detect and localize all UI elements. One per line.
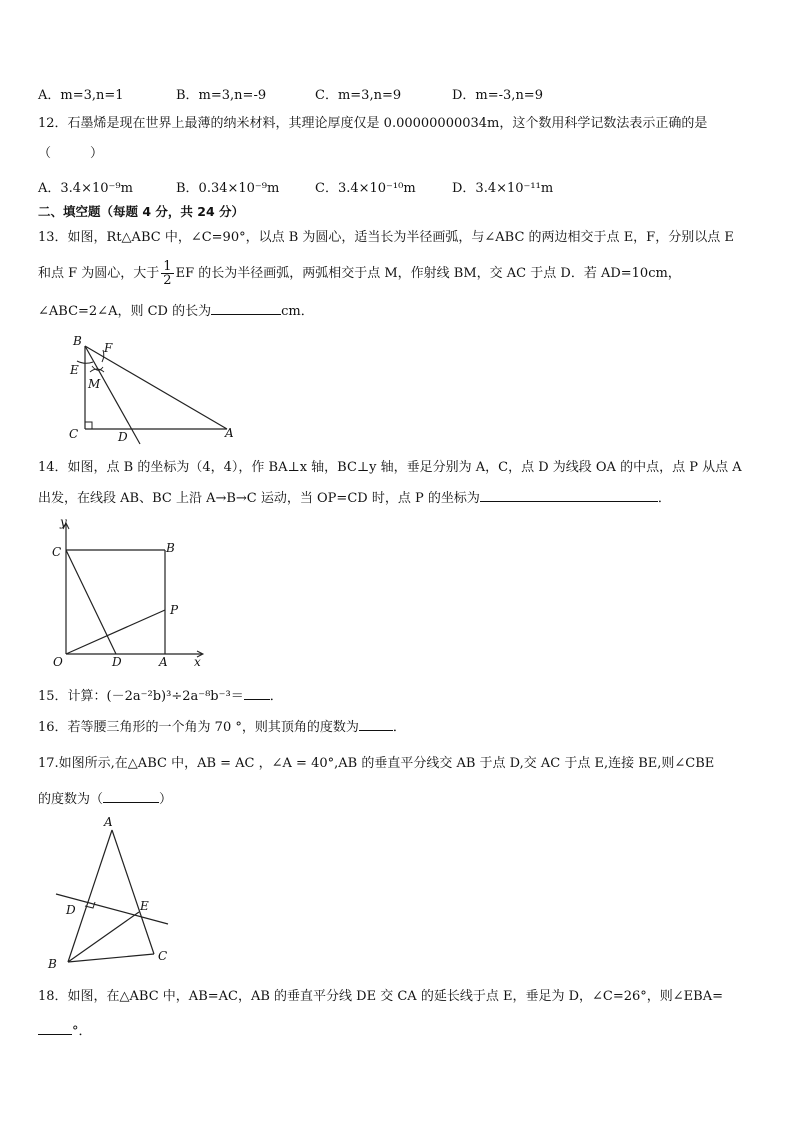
q13-line3 [38,302,314,321]
q13-label-a: A [225,426,234,440]
q13-line3-a: ∠ABC=2∠A，则 CD 的长为 [38,304,212,319]
q15-text: 15．计算：(－2a⁻²b)³÷2a⁻⁸b⁻³＝ [38,689,244,704]
q16-line [38,718,406,737]
q16-end: ． [392,720,406,735]
q14-label-b: B [166,541,175,555]
q14-segment-op [66,610,165,654]
q13-frac-den: 2 [163,273,172,288]
q13-line1: 13．如图，Rt△ABC 中，∠C=90°，以点 B 为圆心，适当长为半径画弧，与∠ABC 的两边相交于点 E，F，分别以点 E [38,230,734,245]
q13-label-f: F [104,341,113,355]
q13-line2-a: 和点 F 为圆心，大于 [38,266,160,281]
q17-side-bc [68,954,154,962]
q14-segment-cd [66,550,116,654]
q14-label-a: A [159,655,168,669]
q17-label-c: C [158,949,168,963]
q13-label-e: E [70,363,79,377]
q14-line2-end: ． [657,491,671,506]
q13-line2 [38,260,681,287]
q14-label-o: O [53,655,63,669]
q13-frac-num: 1 [163,259,172,274]
q17-figure [42,816,182,972]
q12-text: 12．石墨烯是现在世界上最薄的纳米材料，其理论厚度仅是 0.00000000034m，这个数用科学记数法表示正确的是 [38,116,708,131]
q15-end: ． [269,689,283,704]
q13-label-c: C [69,427,79,441]
q14-line2-text: 出发，在线段 AB、BC 上沿 A→B→C 运动，当 OP=CD 时，点 P 的坐标为 [38,491,480,506]
q15-answer-blank[interactable] [244,687,270,700]
q13-line2-b: EF 的长为半径画弧，两弧相交于点 M，作射线 BM，交 AC 于点 D．若 AD=10cm， [175,266,681,281]
q18-line2-end: °． [72,1024,92,1039]
q13-answer-blank[interactable] [211,302,281,315]
q17-label-e: E [140,899,149,913]
q18-answer-blank[interactable] [38,1022,72,1035]
q16-answer-blank[interactable] [359,718,393,731]
q13-label-d: D [118,430,128,444]
q17-line2-b: ） [159,792,173,807]
q11-option-a: A．m=3,n=1 [38,88,124,103]
q17-side-ac [112,830,154,954]
q14-label-p: P [170,603,179,617]
q15-line [38,687,283,706]
q17-line1: 17.如图所示,在△ABC 中，AB = AC ，∠A = 40°,AB 的垂直平分线交 AB 于点 D,交 AC 于点 E,连接 BE,则∠CBE [38,756,715,771]
q14-line2 [38,489,671,508]
q14-label-d: D [112,655,122,669]
q17-side-ab [68,830,112,962]
q12-paren: （ ） [38,146,104,161]
q14-line1: 14．如图，点 B 的坐标为（4，4），作 BA⊥x 轴，BC⊥y 轴，垂足分别为 A，C，点 D 为线段 OA 的中点，点 P 从点 A [38,460,742,475]
q12-option-c: C．3.4×10⁻¹⁰m [315,181,416,196]
q11-option-c: C．m=3,n=9 [315,88,402,103]
q17-line2 [38,790,172,809]
q17-line2-a: 的度数为（ [38,792,104,807]
q12-options [38,177,758,195]
q11-option-b: B．m=3,n=-9 [176,88,267,103]
q13-right-angle [85,422,92,429]
q13-side-ba [85,346,227,429]
q13-label-b: B [73,334,82,348]
q17-segment-be [68,912,139,962]
q13-line3-b: cm． [281,304,314,319]
q11-options [38,84,758,102]
q14-label-y: y [60,515,67,529]
q14-answer-blank[interactable] [480,489,658,502]
q13-figure [60,334,250,446]
q18-line2 [38,1022,92,1041]
q17-label-b: B [48,957,57,971]
section-title: 二、填空题（每题 4 分，共 24 分） [38,204,245,219]
q13-fraction [161,260,173,287]
q14-label-x: x [194,655,201,669]
q11-option-d: D．m=-3,n=9 [452,88,543,103]
q16-text: 16．若等腰三角形的一个角为 70 °，则其顶角的度数为 [38,720,359,735]
q17-answer-blank[interactable] [103,790,159,803]
q14-figure [44,514,214,670]
q13-label-m: M [88,377,101,391]
q18-line1: 18．如图，在△ABC 中，AB=AC，AB 的垂直平分线 DE 交 CA 的延长线于点 E，垂足为 D，∠C=26°，则∠EBA= [38,989,723,1004]
q12-option-b: B．0.34×10⁻⁹m [176,181,280,196]
q12-option-a: A．3.4×10⁻⁹m [38,181,133,196]
q12-option-d: D．3.4×10⁻¹¹m [452,181,554,196]
q17-label-a: A [104,816,113,829]
q14-label-c: C [52,545,62,559]
q17-label-d: D [66,903,76,917]
